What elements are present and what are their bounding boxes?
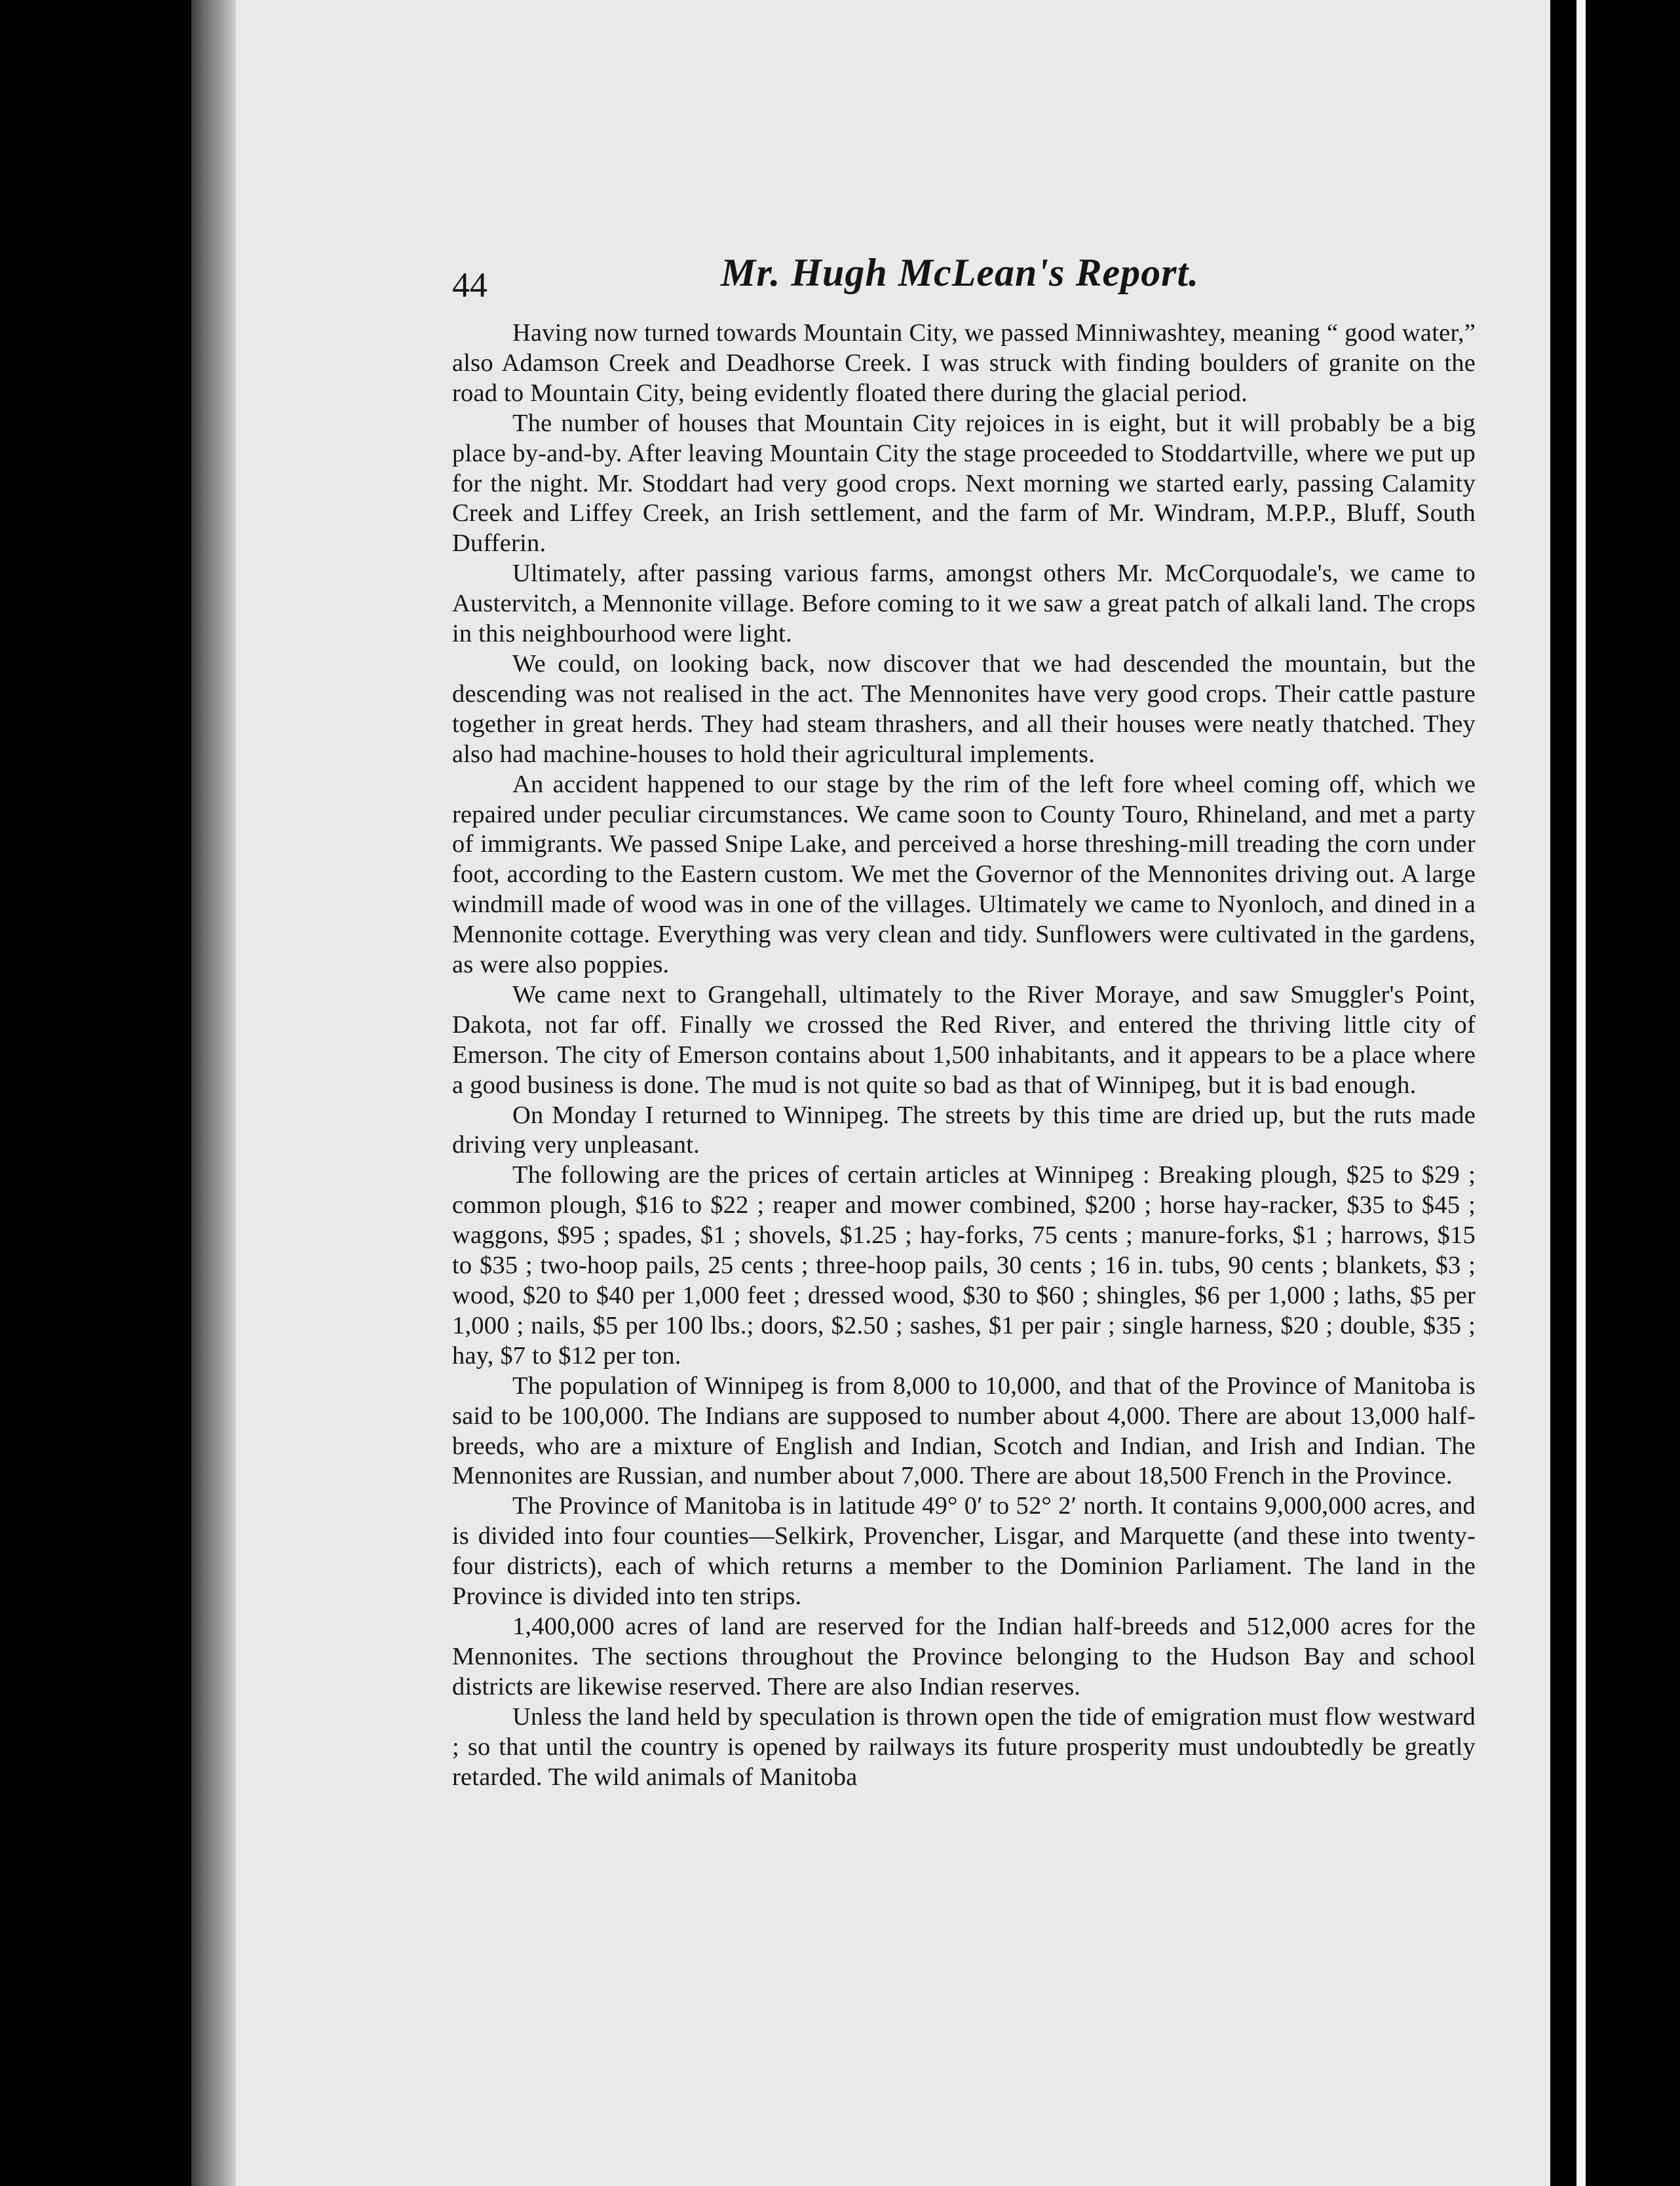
- paragraph: An accident happened to our stage by the rim of the left fore wheel coming off, which we repaired under peculiar circumstances. We came soon to County Touro, Rhineland, and met a party of immigrants. We passed Snipe Lake, and perceived a horse threshing-mill treading the corn under foot, according to the Eastern custom. We met the Governor of the Mennonites driving out. A large windmill made of wood was in one of the villages. Ultimately we came to Nyonloch, and dined in a Mennonite cottage. Everything was very clean and tidy. Sunflowers were cultivated in the gardens, as were also poppies.: [452, 770, 1476, 979]
- scan-border-left: [0, 0, 197, 2186]
- paragraph: Having now turned towards Mountain City, we passed Minniwashtey, meaning “ good water,” also Adamson Creek and Deadhorse Creek. I was struck with finding boulders of granite on the road to Mountain City, being evidently floated there during the glacial period.: [452, 319, 1476, 407]
- paragraph: The following are the prices of certain articles at Winnipeg : Breaking plough, $25 to $29 ; common plough, $16 to $22 ; reaper and mower combined, $200 ; horse hay-racker, $35 to $45 ; waggons, $95 ; spades, $1 ; shovels, $1.25 ; hay-forks, 75 cents ; manure-forks, $1 ; harrows, $15 to $35 ; two-hoop pails, 25 cents ; three-hoop pails, 30 cents ; 16 in. tubs, 90 cents ; blankets, $3 ; wood, $20 to $40 per 1,000 feet ; dressed wood, $30 to $60 ; shingles, $6 per 1,000 ; laths, $5 per 1,000 ; nails, $5 per 100 lbs.; doors, $2.50 ; sashes, $1 per pair ; single harness, $20 ; double, $35 ; hay, $7 to $12 per ton.: [452, 1161, 1476, 1370]
- paragraph: The number of houses that Mountain City rejoices in is eight, but it will probably be a big place by-and-by. After leaving Mountain City the stage proceeded to Stoddartville, where we put up for the night. Mr. Stoddart had very good crops. Next morning we started early, passing Calamity Creek and Liffey Creek, an Irish settlement, and the farm of Mr. Windram, M.P.P., Bluff, South Dufferin.: [452, 409, 1476, 558]
- scan-border-right: [1550, 0, 1680, 2186]
- paragraph: The Province of Manitoba is in latitude 49° 0′ to 52° 2′ north. It contains 9,000,000 acres, and is divided into four counties—Selkirk, Provencher, Lisgar, and Marquette (and these into twenty-four districts), each of which returns a member to the Dominion Parliament. The land in the Province is divided into ten strips.: [452, 1492, 1476, 1611]
- next-page-edge: [1576, 0, 1586, 2186]
- paragraph: On Monday I returned to Winnipeg. The streets by this time are dried up, but the ruts made driving very unpleasant.: [452, 1101, 1476, 1159]
- paragraph: We came next to Grangehall, ultimately to the River Moraye, and saw Smuggler's Point, Dakota, not far off. Finally we crossed the Red River, and entered the thriving little city of Emerson. The city of Emerson contains about 1,500 inhabitants, and it appears to be a place where a good business is done. The mud is not quite so bad as that of Winnipeg, but it is bad enough.: [452, 980, 1476, 1099]
- paragraph: The population of Winnipeg is from 8,000 to 10,000, and that of the Province of Manitoba is said to be 100,000. The Indians are supposed to number about 4,000. There are about 13,000 half-breeds, who are a mixture of English and Indian, Scotch and Indian, and Irish and Indian. The Mennonites are Russian, and number about 7,000. There are about 18,500 French in the Province.: [452, 1371, 1476, 1490]
- body-text: [452, 318, 1476, 1792]
- paragraph: Unless the land held by speculation is thrown open the tide of emigration must flow westward ; so that until the country is opened by railways its future prosperity must undoubtedly be greatly retarded. The wild animals of Manitoba: [452, 1702, 1476, 1791]
- page-number: 44: [452, 265, 487, 305]
- paragraph: We could, on looking back, now discover that we had descended the mountain, but the descending was not realised in the act. The Mennonites have very good crops. Their cattle pasture together in great herds. They had steam thrashers, and all their houses were neatly thatched. They also had machine-houses to hold their agricultural implements.: [452, 649, 1476, 768]
- paragraph: Ultimately, after passing various farms, amongst others Mr. McCorquodale's, we came to Austervitch, a Mennonite village. Before coming to it we saw a great patch of alkali land. The crops in this neighbourhood were light.: [452, 560, 1476, 648]
- page-header: [452, 250, 1468, 309]
- running-title: Mr. Hugh McLean's Report.: [721, 251, 1200, 294]
- paragraph: 1,400,000 acres of land are reserved for the Indian half-breeds and 512,000 acres for the Mennonites. The sections throughout the Province belonging to the Hudson Bay and school districts are likewise reserved. There are also Indian reserves.: [452, 1612, 1476, 1700]
